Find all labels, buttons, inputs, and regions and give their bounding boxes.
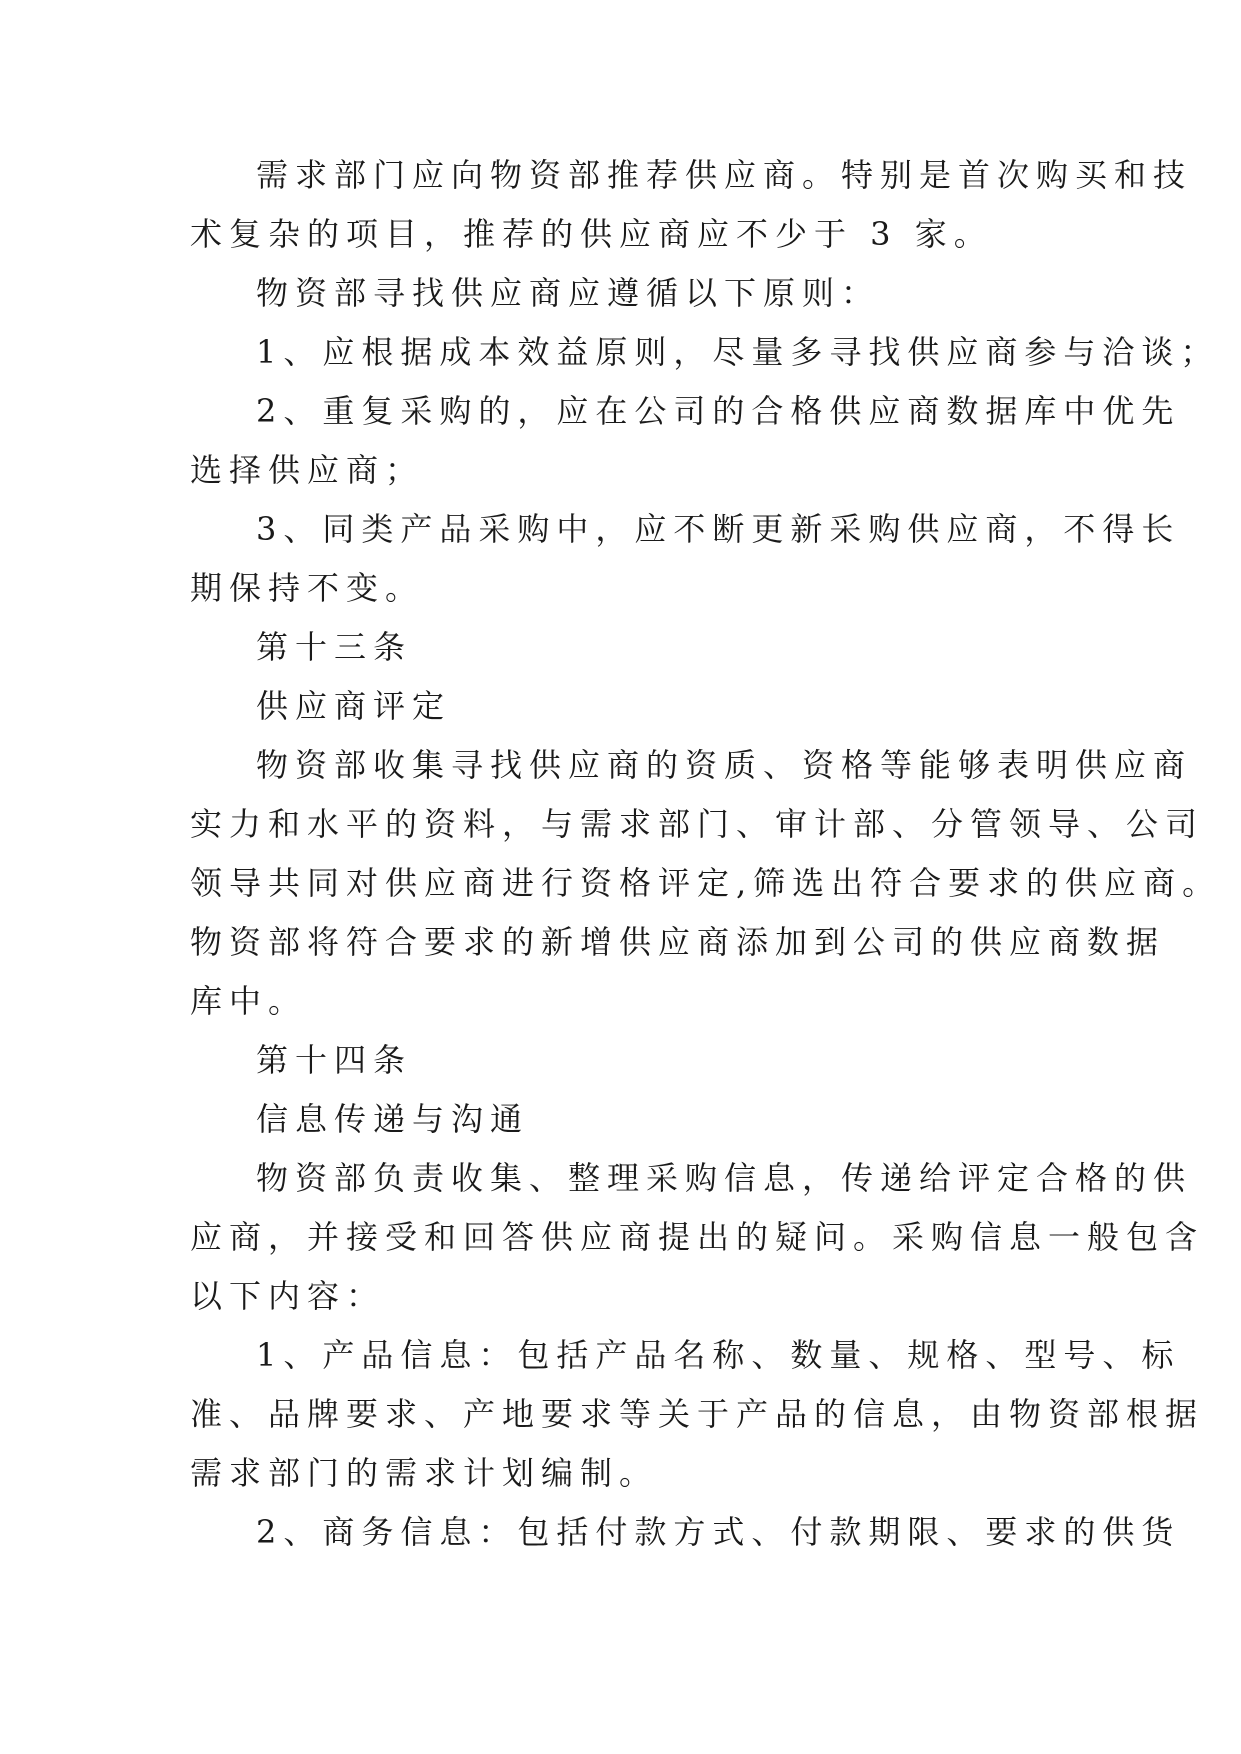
text-line: 1、应根据成本效益原则，尽量多寻找供应商参与洽谈； [256,333,1220,371]
text-line: 1、产品信息：包括产品名称、数量、规格、型号、标 [256,1336,1181,1374]
text-line: 应商，并接受和回答供应商提出的疑问。采购信息一般包含 [190,1218,1205,1256]
text-line: 物资部寻找供应商应遵循以下原则： [256,274,881,312]
text-line: 以下内容： [190,1277,386,1315]
text-line: 物资部负责收集、整理采购信息，传递给评定合格的供 [256,1159,1193,1197]
text-line: 准、品牌要求、产地要求等关于产品的信息，由物资部根据 [190,1395,1205,1433]
text-line: 2、商务信息：包括付款方式、付款期限、要求的供货 [256,1513,1181,1551]
text-line: 需求部门的需求计划编制。 [190,1454,659,1492]
text-line: 物资部收集寻找供应商的资质、资格等能够表明供应商 [256,746,1193,784]
text-line: 选择供应商； [190,451,425,489]
text-line: 期保持不变。 [190,569,425,607]
section-title: 信息传递与沟通 [256,1100,530,1138]
document-page [190,146,1222,1562]
text-line: 实力和水平的资料，与需求部门、审计部、分管领导、公司 [190,805,1205,843]
article-heading: 第十三条 [256,628,413,666]
text-line: 3、同类产品采购中，应不断更新采购供应商，不得长 [256,510,1181,548]
text-line: 领导共同对供应商进行资格评定,筛选出符合要求的供应商。 [190,864,1222,902]
text-line: 需求部门应向物资部推荐供应商。特别是首次购买和技 [256,156,1193,194]
text-line: 库中。 [190,982,308,1020]
text-line: 物资部将符合要求的新增供应商添加到公司的供应商数据 [190,923,1166,961]
article-heading: 第十四条 [256,1041,413,1079]
section-title: 供应商评定 [256,687,452,725]
text-line: 2、重复采购的，应在公司的合格供应商数据库中优先 [256,392,1181,430]
text-line: 术复杂的项目，推荐的供应商应不少于 3 家。 [190,215,993,253]
